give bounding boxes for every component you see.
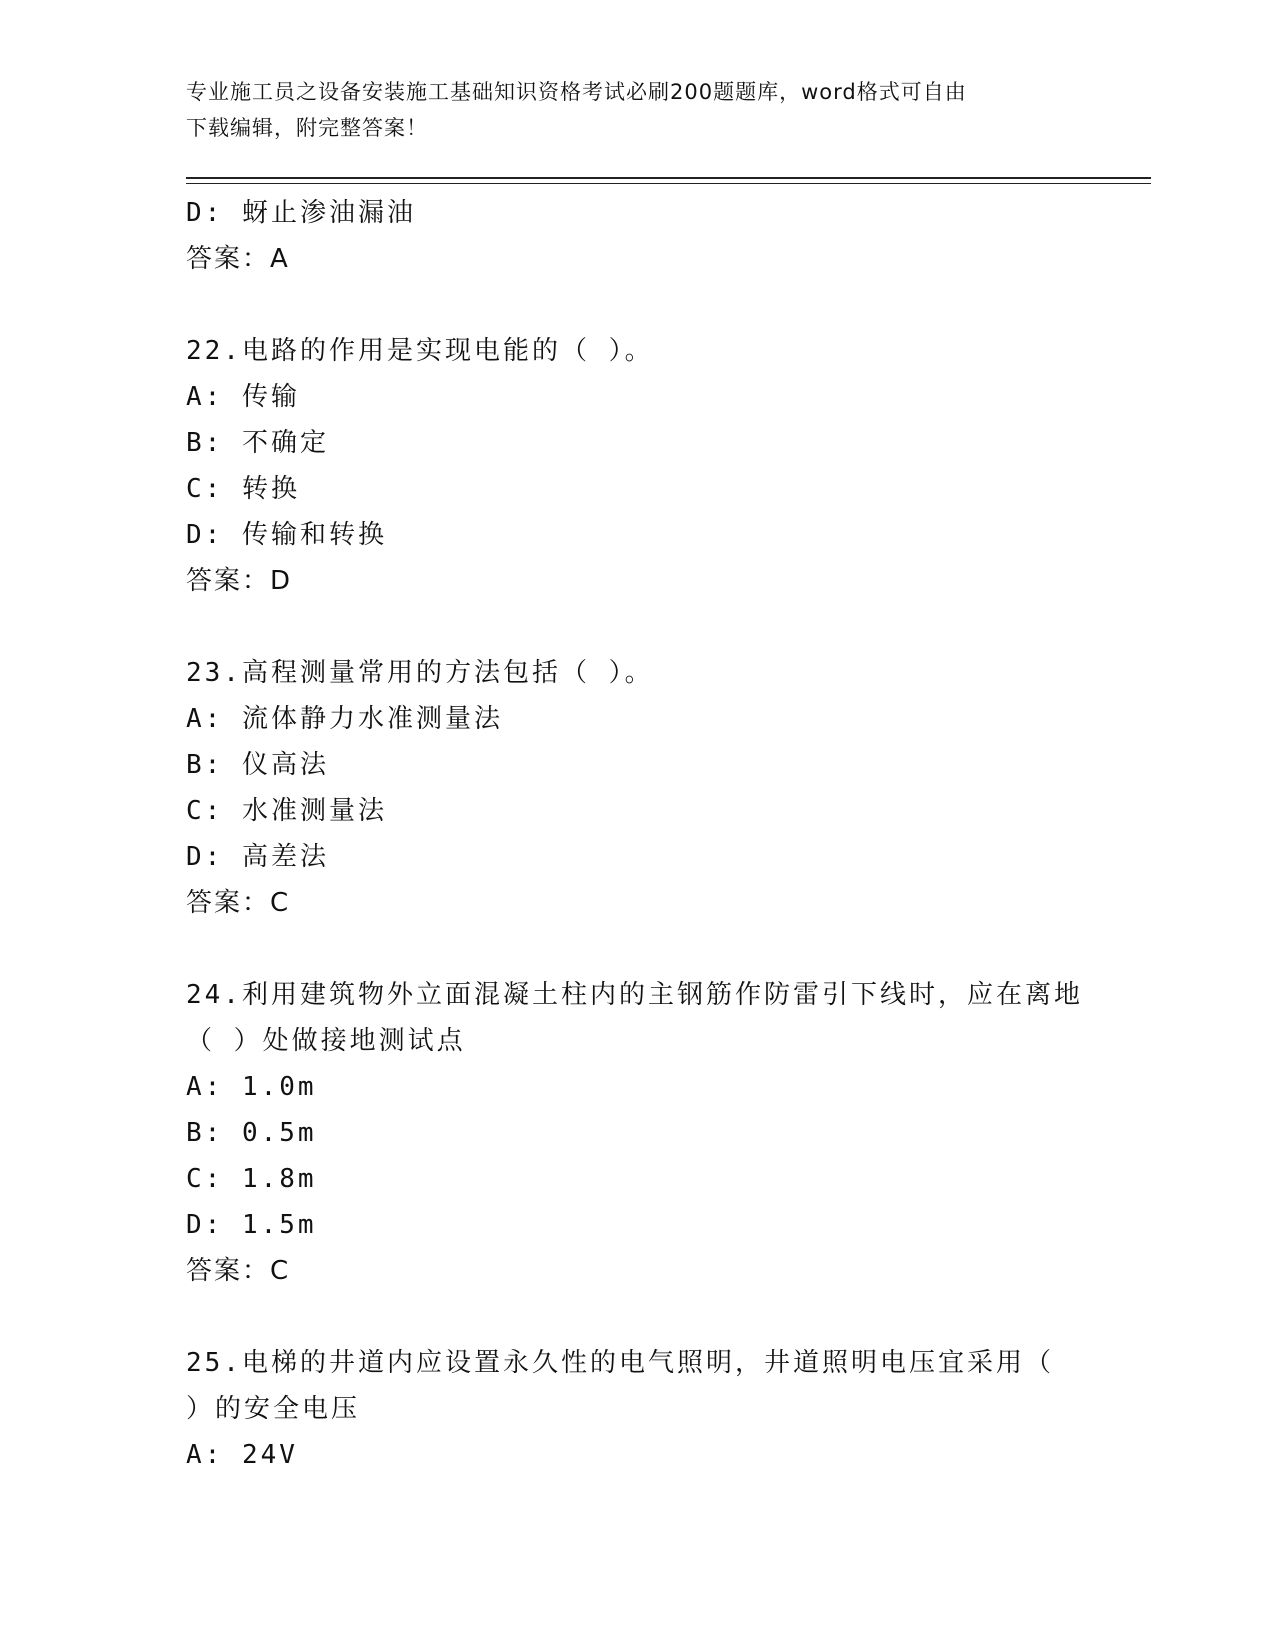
question-stem-line: （ ）处做接地测试点 bbox=[186, 1026, 466, 1056]
question-list bbox=[186, 190, 1106, 1478]
header-divider-thin bbox=[186, 183, 1151, 184]
question-22-stem bbox=[186, 328, 1106, 374]
question-23-option-d: D: 高差法 bbox=[186, 842, 329, 872]
question-23-option-b: B: 仪高法 bbox=[186, 750, 329, 780]
question-22-option-d: D: 传输和转换 bbox=[186, 520, 387, 550]
header-line-1: 专业施工员之设备安装施工基础知识资格考试必刷200题题库，word格式可自由 bbox=[186, 80, 967, 104]
question-24-answer: 答案：C bbox=[186, 1256, 291, 1286]
question-23-stem bbox=[186, 650, 1106, 696]
spacer bbox=[186, 1294, 1106, 1340]
question-24-option-d: D: 1.5m bbox=[186, 1210, 317, 1240]
question-24-option-c: C: 1.8m bbox=[186, 1164, 317, 1194]
spacer bbox=[186, 926, 1106, 972]
question-stem-line: 22.电路的作用是实现电能的（ ）。 bbox=[186, 336, 654, 366]
prev-answer: 答案：A bbox=[186, 244, 290, 274]
question-23-answer: 答案：C bbox=[186, 888, 291, 918]
question-stem-line: 24.利用建筑物外立面混凝土柱内的主钢筋作防雷引下线时，应在离地 bbox=[186, 980, 1083, 1010]
question-22-option-a: A: 传输 bbox=[186, 382, 300, 412]
question-22-answer: 答案：D bbox=[186, 566, 293, 596]
question-24-option-b: B: 0.5m bbox=[186, 1118, 317, 1148]
header-line-2: 下载编辑，附完整答案！ bbox=[186, 116, 428, 140]
spacer bbox=[186, 282, 1106, 328]
question-25-option-a: A: 24V bbox=[186, 1440, 298, 1470]
question-stem-line: 25.电梯的井道内应设置永久性的电气照明，井道照明电压宜采用（ bbox=[186, 1348, 1054, 1378]
spacer bbox=[186, 604, 1106, 650]
question-23-option-c: C: 水准测量法 bbox=[186, 796, 387, 826]
question-stem-line: 23.高程测量常用的方法包括（ ）。 bbox=[186, 658, 654, 688]
question-25-stem bbox=[186, 1340, 1106, 1432]
header-divider-thick bbox=[186, 177, 1151, 179]
document-header bbox=[186, 74, 1076, 146]
question-22-option-c: C: 转换 bbox=[186, 474, 300, 504]
question-24-stem bbox=[186, 972, 1106, 1064]
question-22-option-b: B: 不确定 bbox=[186, 428, 329, 458]
question-24-option-a: A: 1.0m bbox=[186, 1072, 317, 1102]
prev-option-d: D: 蚜止渗油漏油 bbox=[186, 198, 416, 228]
question-23-option-a: A: 流体静力水准测量法 bbox=[186, 704, 503, 734]
question-stem-line: ）的安全电压 bbox=[186, 1394, 361, 1424]
